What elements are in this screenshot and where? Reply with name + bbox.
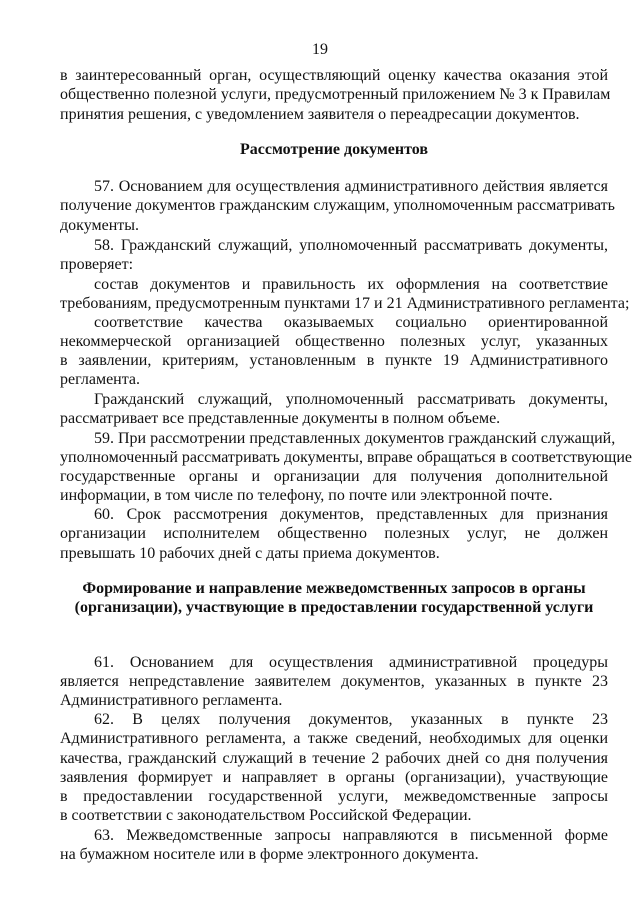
text-line: 63. Межведомственные запросы направляются в письменной форме — [94, 827, 608, 844]
text-line: регламента. — [60, 371, 141, 388]
text-line: проверяет: — [60, 256, 134, 273]
text-line: уполномоченный рассматривать документы, вправе обращаться в соответствующие — [60, 449, 632, 466]
text-line: получение документов гражданским служащим, уполномоченным рассматривать — [60, 197, 615, 214]
text-line: соответствие качества оказываемых социально ориентированной — [94, 314, 608, 331]
text-line: в соответствии с законодательством Российской Федерации. — [60, 807, 472, 824]
page-number: 19 — [312, 41, 328, 58]
text-line: Административного регламента. — [60, 692, 283, 709]
text-line: общественно полезной услуги, предусмотренный приложением № 3 к Правилам — [60, 86, 611, 103]
text-line: в заинтересованный орган, осуществляющий оценку качества оказания этой — [60, 67, 608, 84]
text-line: информации, в том числе по телефону, по почте или электронной почте. — [60, 487, 553, 504]
text-line: 58. Гражданский служащий, уполномоченный рассматривать документы, — [94, 237, 608, 254]
text-line: 60. Срок рассмотрения документов, представленных для признания — [94, 506, 608, 523]
text-line: на бумажном носителе или в форме электронного документа. — [60, 846, 479, 863]
text-line: заявления формирует и направляет в органы (организации), участвующие — [60, 769, 608, 786]
text-line: в заявлении, критериям, установленным в пункте 19 Административного — [60, 352, 608, 369]
section-heading: (организации), участвующие в предоставлении государственной услуги — [74, 599, 594, 616]
text-line: превышать 10 рабочих дней с даты приема документов. — [60, 545, 440, 562]
text-line: некоммерческой организацией общественно полезных услуг, указанных — [60, 333, 608, 350]
text-line: Административного регламента, а также сведений, необходимых для оценки — [60, 730, 608, 747]
text-line: требованиям, предусмотренным пунктами 17 и 21 Административного регламента; — [60, 295, 630, 312]
text-line: рассматривает все представленные документы в полном объеме. — [60, 410, 501, 427]
text-line: организации исполнителем общественно полезных услуг, не должен — [60, 525, 608, 542]
text-line: 61. Основанием для осуществления административной процедуры — [94, 654, 608, 671]
text-line: состав документов и правильность их оформления на соответствие — [94, 276, 608, 293]
text-line: Гражданский служащий, уполномоченный рассматривать документы, — [94, 391, 608, 408]
text-line: принятия решения, с уведомлением заявителя о переадресации документов. — [60, 106, 580, 123]
text-line: 62. В целях получения документов, указанных в пункте 23 — [94, 711, 608, 728]
text-line: качества, гражданский служащий в течение 2 рабочих дней со дня получения — [60, 750, 608, 767]
text-line: 59. При рассмотрении представленных документов гражданский служащий, — [94, 430, 616, 447]
section-heading: Формирование и направление межведомственных запросов в органы — [82, 580, 586, 597]
text-line: 57. Основанием для осуществления административного действия является — [94, 178, 608, 195]
text-line: является непредставление заявителем документов, указанных в пункте 23 — [60, 673, 608, 690]
text-line: государственные органы и организации для получения дополнительной — [60, 468, 608, 485]
section-heading: Рассмотрение документов — [239, 141, 429, 158]
text-line: в предоставлении государственной услуги, межведомственные запросы — [60, 788, 608, 805]
text-line: документы. — [60, 217, 140, 234]
